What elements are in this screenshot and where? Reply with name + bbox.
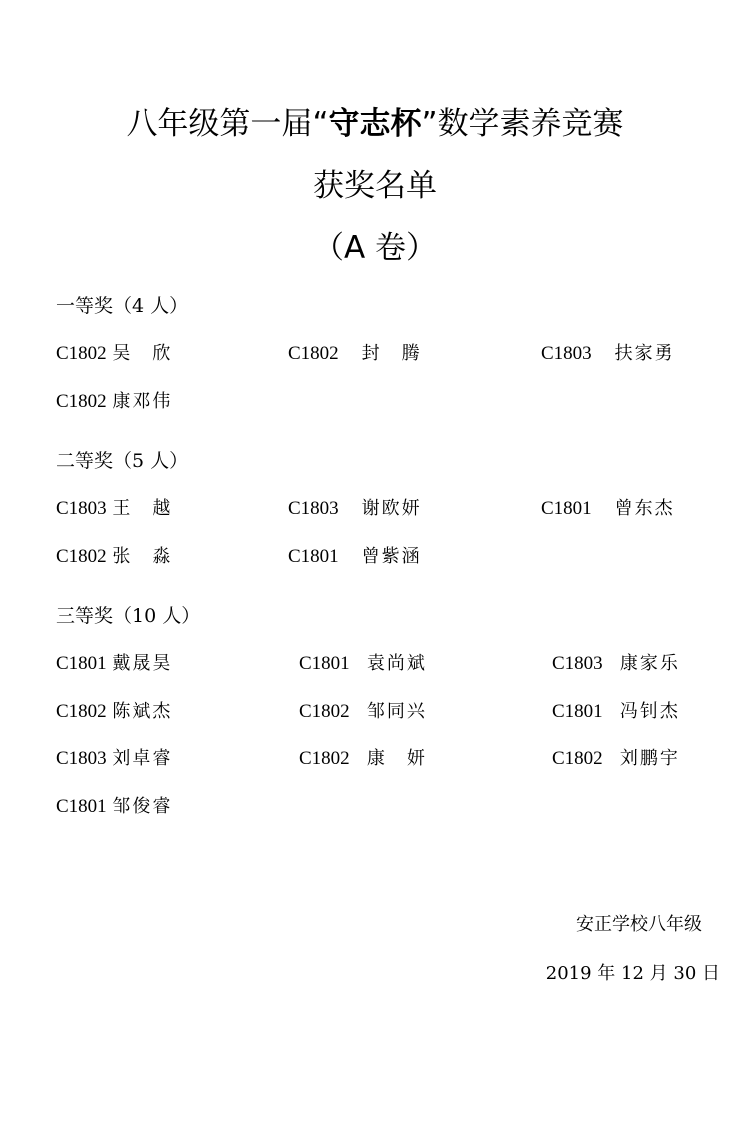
title-suffix: 数学素养竞赛 (437, 106, 624, 142)
list-item (299, 700, 427, 724)
class-code: C1801 (56, 653, 107, 674)
list-item (552, 652, 680, 676)
list-item (56, 652, 172, 676)
winner-name: 冯钊杰 (619, 701, 680, 722)
list-item (56, 342, 172, 366)
list-item (288, 545, 422, 569)
winner-name: 扶家勇 (614, 343, 675, 364)
class-code: C1802 (56, 546, 107, 567)
third-prize-heading: 三等奖（10 人） (56, 605, 201, 627)
winner-name: 曾紫涵 (361, 546, 422, 567)
winner-name: 袁尚斌 (366, 653, 427, 674)
school-signature: 安正学校八年级 (576, 914, 702, 935)
class-code: C1802 (299, 748, 350, 769)
class-code: C1803 (56, 748, 107, 769)
winner-name: 王 越 (112, 498, 173, 519)
list-item (56, 390, 172, 414)
winner-name: 张 淼 (112, 546, 173, 567)
second-prize-heading: 二等奖（5 人） (56, 450, 189, 472)
winner-name: 陈斌杰 (112, 701, 173, 722)
class-code: C1801 (299, 653, 350, 674)
winner-name: 邹俊睿 (112, 796, 173, 817)
class-code: C1802 (56, 391, 107, 412)
document-subtitle: 获奖名单 (313, 168, 437, 204)
winner-name: 康 妍 (366, 748, 427, 769)
list-item (552, 700, 680, 724)
class-code: C1803 (56, 498, 107, 519)
cup-name: 守志杯 (328, 106, 422, 142)
document-title (0, 104, 750, 144)
winner-name: 刘卓睿 (112, 748, 173, 769)
list-item (56, 700, 172, 724)
list-item (288, 342, 422, 366)
list-item (299, 652, 427, 676)
class-code: C1801 (288, 546, 339, 567)
winner-name: 康邓伟 (112, 391, 173, 412)
list-item (56, 795, 172, 819)
class-code: C1803 (288, 498, 339, 519)
list-item (299, 747, 427, 771)
list-item (541, 497, 675, 521)
quote-close: ” (421, 106, 438, 142)
class-code: C1801 (56, 796, 107, 817)
winner-name: 戴晟昊 (112, 653, 173, 674)
class-code: C1803 (541, 343, 592, 364)
class-code: C1802 (56, 701, 107, 722)
list-item (56, 497, 172, 521)
title-prefix: 八年级第一届 (126, 106, 313, 142)
list-item (288, 497, 422, 521)
first-prize-heading: 一等奖（4 人） (56, 295, 189, 317)
winner-name: 封 腾 (361, 343, 422, 364)
quote-open: “ (312, 106, 329, 142)
winner-name: 吴 欣 (112, 343, 173, 364)
winner-name: 邹同兴 (366, 701, 427, 722)
issue-date: 2019 年 12 月 30 日 (545, 963, 720, 984)
winner-name: 谢欧妍 (361, 498, 422, 519)
class-code: C1802 (299, 701, 350, 722)
paper-label: （A 卷） (312, 230, 438, 266)
winner-name: 曾东杰 (614, 498, 675, 519)
list-item (541, 342, 675, 366)
class-code: C1801 (541, 498, 592, 519)
winner-name: 康家乐 (619, 653, 680, 674)
list-item (56, 545, 172, 569)
class-code: C1802 (56, 343, 107, 364)
class-code: C1802 (552, 748, 603, 769)
class-code: C1801 (552, 701, 603, 722)
list-item (552, 747, 680, 771)
list-item (56, 747, 172, 771)
class-code: C1803 (552, 653, 603, 674)
class-code: C1802 (288, 343, 339, 364)
winner-name: 刘鹏宇 (619, 748, 680, 769)
